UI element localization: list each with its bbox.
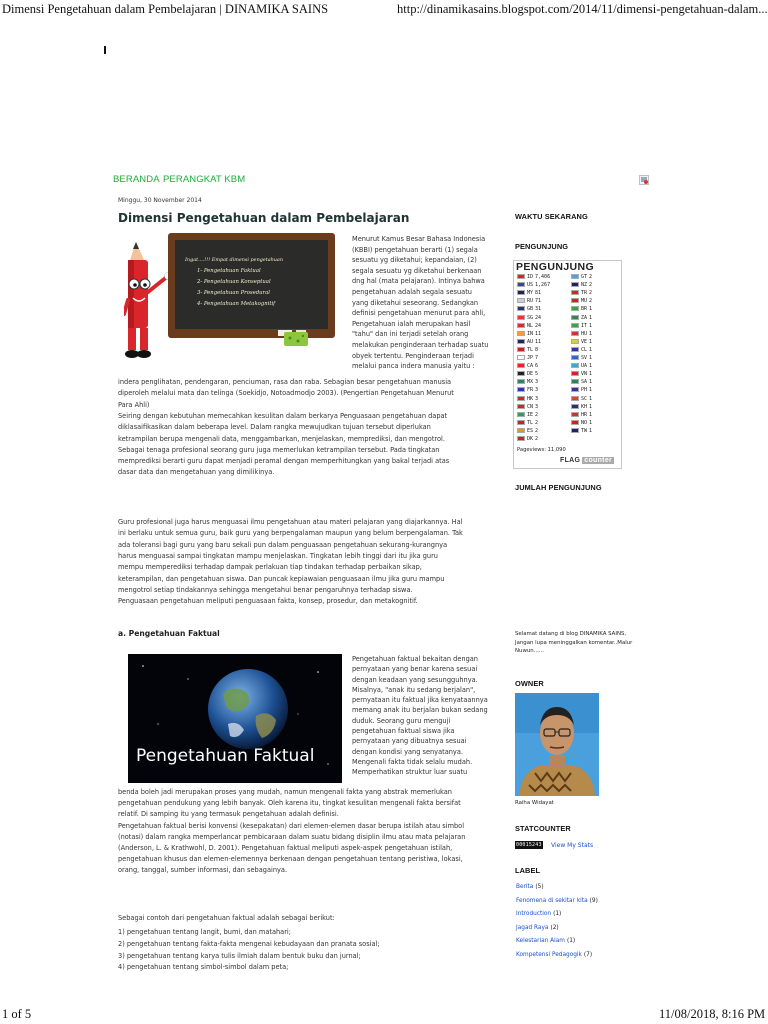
text-line: duduk. Seorang guru menguji: [352, 716, 451, 725]
country-count: 2: [589, 282, 593, 289]
label-link[interactable]: [516, 925, 559, 931]
country-count: 1: [589, 330, 593, 337]
text-line: melalui panca indera manusia yaitu :: [352, 362, 475, 371]
flag-counter-widget[interactable]: [513, 260, 622, 469]
country-code: IT: [581, 322, 588, 329]
country-code: SA: [581, 379, 588, 386]
country-flag-icon: [517, 282, 525, 287]
text-line: Sebagai tenaga profesional seorang guru juga memerlukan ketrampilan tersebut. Pada tingkatan: [118, 445, 440, 454]
flag-counter-title: PENGUNJUNG: [516, 261, 595, 273]
label-count: (1): [553, 911, 562, 917]
flag-row: [571, 282, 592, 289]
text-line: Seiring dengan kebutuhan memecahkan kesulitan dalam berkarya Penguasaan pengetahuan dapat: [118, 411, 448, 420]
text-line: (Anderson, L. & Krathwohl, D. 2001). Pengetahuan faktual meliputi aspek-aspek pengetahuan istilah,: [118, 844, 453, 852]
text-line: 3) pengetahuan tentang karya tulis ilmiah dalam bentuk buku dan jurnal;: [118, 951, 361, 960]
text-line: yang diketahui seseorang. Sedangkan: [352, 298, 479, 307]
country-count: 1: [589, 427, 593, 434]
flag-row: [571, 412, 592, 419]
flag-row: [517, 436, 538, 443]
country-flag-icon: [517, 290, 525, 295]
flag-row: [517, 282, 550, 289]
country-flag-icon: [517, 274, 525, 279]
flag-row: [571, 298, 592, 305]
country-flag-icon: [517, 404, 525, 409]
text-line: Menurut Kamus Besar Bahasa Indonesia: [352, 235, 486, 243]
text-line: "tahu" dan ini terjadi setelah orang: [352, 330, 469, 339]
country-code: ID: [527, 274, 534, 280]
country-code: IE: [527, 411, 534, 418]
country-count: 3: [535, 403, 539, 410]
country-flag-icon: [517, 428, 525, 433]
country-count: 2: [589, 298, 593, 305]
country-code: HR: [581, 411, 588, 418]
country-code: MX: [527, 379, 534, 386]
flag-row: [517, 428, 538, 435]
country-count: 81: [535, 290, 542, 297]
text-line: Misalnya, "anak itu sedang berjalan",: [352, 685, 476, 694]
country-flag-icon: [571, 339, 579, 344]
country-flag-icon: [517, 363, 525, 368]
print-page-title: Dimensi Pengetahuan dalam Pembelajaran | DINAMIKA SAINS: [2, 2, 329, 16]
flag-row: [517, 355, 538, 362]
country-count: 11: [535, 338, 542, 345]
country-code: MY: [527, 290, 534, 297]
label-link[interactable]: [516, 952, 592, 958]
country-count: 1: [589, 346, 593, 353]
flag-row: [571, 428, 592, 435]
flag-row: [571, 274, 592, 281]
country-code: RU: [527, 298, 534, 305]
text-line: Pengetahuan faktual berisi konvensi (kesepakatan) dari elemen-elemen dasar berupa istilah atau simbol: [118, 821, 465, 830]
country-code: DK: [527, 436, 534, 442]
country-count: 5: [535, 371, 539, 378]
flag-row: [517, 347, 538, 354]
flag-row: [517, 387, 538, 394]
sidebar-title-jumlah: JUMLAH PENGUNJUNG: [515, 483, 602, 492]
country-count: 1: [589, 355, 593, 361]
country-count: 6: [535, 363, 539, 370]
print-page-number: 1 of 5: [2, 1007, 32, 1021]
text-line: ketrampilan berupa mengenali data, menggambarkan, menjelaskan, memprediksi, dan mengotrol.: [118, 434, 445, 443]
country-flag-icon: [571, 298, 579, 303]
country-count: 1: [589, 338, 593, 345]
text-line: 2) pengetahuan tentang fakta-fakta mengenai kebudayaan dan pranata sosial;: [118, 939, 380, 948]
country-flag-icon: [571, 274, 579, 279]
text-line: pengetahuan adalah segala sesuatu: [352, 287, 472, 296]
sidebar-title-waktu: WAKTU SEKARANG: [515, 212, 588, 221]
flag-row: [571, 355, 592, 362]
text-line: definisi pengetahuan menurut para ahli,: [352, 309, 486, 318]
text-line: keterampilan, dan pengetahuan siswa. Dan puncak kepiawaian penguasaan ilmu jika guru mampu: [118, 574, 445, 583]
country-flag-icon: [571, 355, 579, 360]
country-flag-icon: [571, 412, 579, 417]
flag-row: [517, 379, 538, 386]
label-link[interactable]: [516, 938, 575, 944]
text-line: ini berlaku untuk semua guru, baik guru yang berpengalaman maupun yang belum berpengalaman. Tak: [118, 529, 463, 538]
country-count: 2: [589, 274, 593, 280]
flag-row: [517, 339, 541, 346]
text-line: indera penglihatan, pendengaran, penciuman, rasa dan raba. Sebagian besar pengetahuan manusia: [118, 378, 452, 386]
country-code: DE: [527, 371, 534, 378]
country-flag-icon: [517, 347, 525, 352]
text-line: 1) pengetahuan tentang langit, bumi, dan matahari;: [118, 928, 291, 936]
country-code: ES: [527, 427, 534, 434]
country-count: 1: [589, 314, 593, 321]
country-count: 1,267: [535, 282, 551, 289]
label-name[interactable]: Berita: [516, 884, 534, 890]
label-name[interactable]: Fenomena di sekitar kita: [516, 897, 588, 904]
label-count: (5): [535, 884, 544, 890]
list-intro: Sebagai contoh dari pengetahuan faktual adalah sebagai berikut:: [118, 914, 335, 922]
section-heading-faktual: a. Pengetahuan Faktual: [118, 629, 220, 638]
print-url: http://dinamikasains.blogspot.com/2014/11/dimensi-pengetahuan-dalam...: [397, 2, 768, 16]
label-link[interactable]: [516, 911, 561, 917]
flag-row: [517, 404, 538, 411]
nav-perangkat-kbm[interactable]: PERANGKAT KBM: [163, 174, 246, 185]
country-flag-icon: [517, 420, 525, 425]
flag-row: [571, 420, 592, 427]
country-code: ZA: [581, 314, 588, 321]
post-title[interactable]: Dimensi Pengetahuan dalam Pembelajaran: [118, 211, 410, 225]
country-flag-icon: [571, 363, 579, 368]
country-code: SV: [581, 355, 588, 361]
country-code: GB: [527, 306, 534, 313]
text-line: pengetahuan pendukung yang lebih banyak. Oleh karena itu, tingkat kesulitan mengenali fakta bersifat: [118, 799, 461, 808]
country-count: 1: [589, 395, 593, 402]
text-line: pernyataan itu faktual jika kenyataannya: [352, 696, 488, 705]
sidebar-title-label: LABEL: [515, 866, 541, 875]
label-name[interactable]: Kelestarian Alam: [516, 938, 565, 944]
country-flag-icon: [517, 387, 525, 392]
country-count: 1: [589, 411, 593, 418]
country-flag-icon: [517, 396, 525, 401]
country-count: 1: [589, 306, 593, 313]
country-code: IN: [527, 330, 534, 337]
country-count: 1: [589, 387, 593, 394]
statcounter-number: 00015243: [516, 842, 542, 848]
chalkboard-illustration: [168, 233, 335, 338]
flag-row: [571, 315, 592, 322]
text-line: relatif. Di samping itu yang termasuk pengetahuan adalah definisi.: [118, 810, 339, 819]
text-line: Guru profesional juga harus menguasai ilmu pengetahuan atau materi pelajaran yang diajarkannya. Hal: [118, 518, 463, 526]
flag-row: [571, 404, 592, 411]
country-flag-icon: [517, 331, 525, 336]
country-code: TL: [527, 346, 534, 353]
label-count: (1): [566, 938, 576, 944]
country-count: 2: [535, 419, 539, 426]
text-line: 4) pengetahuan tentang simbol-simbol dalam peta;: [118, 963, 289, 972]
text-line: melakukan penginderaan terhadap suatu: [352, 340, 489, 349]
board-heading: Ingat....!!! Empat dimensi pengetahuan: [185, 257, 283, 263]
text-line: dasar data dan mengetahuan yang dimilikinya.: [118, 468, 275, 477]
text-line: diklasaifikasikan dalam beberapa level. Dalam rangka mewujudkan tujuan tersebut diperlukan: [118, 423, 431, 432]
country-code: HU: [581, 330, 588, 337]
country-code: HK: [527, 395, 534, 402]
text-line: Mengenali fakta tidak selalu mudah.: [352, 757, 473, 766]
country-code: VN: [581, 371, 588, 378]
flag-row: [571, 331, 592, 338]
country-count: 8: [535, 346, 539, 353]
country-code: NL: [527, 322, 534, 329]
country-count: 1: [589, 419, 593, 426]
country-code: MU: [581, 298, 588, 305]
country-code: KH: [581, 403, 588, 410]
country-flag-icon: [571, 290, 579, 295]
flag-row: [571, 371, 592, 378]
country-count: 24: [535, 322, 542, 329]
sidebar-title-statcounter: STATCOUNTER: [515, 824, 571, 833]
country-count: 3: [535, 379, 539, 386]
country-count: 1: [589, 371, 593, 378]
country-flag-icon: [517, 436, 525, 441]
country-flag-icon: [571, 347, 579, 352]
sponge-eraser-icon: [282, 330, 310, 348]
board-item: 2- Pengetahuan Konseptual: [197, 279, 271, 285]
country-code: TL: [527, 419, 534, 426]
broken-image-icon: [639, 175, 649, 185]
country-flag-icon: [571, 315, 579, 320]
country-code: US: [527, 282, 534, 289]
view-my-stats-link[interactable]: View My Stats: [551, 842, 594, 849]
flag-row: [571, 323, 592, 330]
flag-row: [571, 379, 592, 386]
sidebar-title-pengunjung: PENGUNJUNG: [515, 242, 569, 251]
text-line: Pengetahuan faktual bekaitan dengan: [352, 655, 478, 663]
post-date: Minggu, 30 November 2014: [118, 197, 202, 204]
flag-counter-brand: FLAG counter: [560, 457, 613, 464]
country-flag-icon: [571, 428, 579, 433]
flag-row: [517, 420, 538, 427]
text-line: sesuatu yg diketahui; kepandaian, (2): [352, 256, 477, 265]
country-flag-icon: [517, 298, 525, 303]
country-flag-icon: [571, 306, 579, 311]
text-line: mengotrol setiap tindakannya sehingga mengetahui benar pengaruhnya terhadap siswa.: [118, 585, 413, 594]
country-count: 11: [535, 330, 542, 337]
nav-beranda[interactable]: BERANDA: [113, 174, 160, 185]
country-flag-icon: [517, 412, 525, 417]
text-line: Pengetahuan ialah merupakan hasil: [352, 319, 471, 328]
country-count: 1: [589, 403, 593, 410]
label-count: (9): [589, 897, 598, 904]
flag-row: [571, 339, 592, 346]
flag-row: [517, 323, 541, 330]
country-flag-icon: [571, 282, 579, 287]
text-line: orang, tanggal, sumber informasi, dan sebagainya.: [118, 866, 288, 875]
country-code: SG: [527, 314, 534, 321]
country-code: FR: [527, 387, 534, 394]
country-count: 2: [589, 290, 593, 297]
country-flag-icon: [571, 323, 579, 328]
text-line: pengetahuan khusus dan elemen-elemennya berkenaan dengan pengetahuan tentang peristiwa, lokasi,: [118, 855, 463, 864]
country-code: TW: [581, 427, 588, 434]
flag-row: [517, 290, 541, 297]
text-line: pernyataan yang benar karena sesuai: [352, 665, 478, 674]
label-count: (2): [550, 924, 559, 931]
country-flag-icon: [517, 339, 525, 344]
country-code: NZ: [581, 282, 588, 289]
board-item: 1- Pengetahuan Faktual: [197, 268, 261, 274]
text-line: diperoleh melalui mata dan telinga (Soekidjo, Notoadmodjo 2003). (Pengertian Pengetahuan Menurut: [118, 389, 454, 398]
country-count: 1: [589, 379, 593, 386]
country-count: 2: [535, 411, 539, 418]
country-flag-icon: [571, 404, 579, 409]
earth-image: [128, 654, 342, 783]
text-line: Memperhatikan struktur luar suatu: [352, 768, 468, 777]
country-code: CA: [527, 363, 534, 370]
welcome-text: Selamat datang di blog DINAMIKA SAINS, Jangan lupa meninggalkan komentar..Malur Nuwun......: [515, 631, 633, 654]
country-count: 71: [535, 298, 542, 305]
label-name[interactable]: Kompetensi Pedagogik: [516, 951, 582, 958]
flag-row: [517, 315, 541, 322]
country-flag-icon: [517, 379, 525, 384]
country-flag-icon: [517, 306, 525, 311]
text-line: Penguasaan pengetahuan meliputi penguasaan fakta, konsep, prosedur, dan metakognitif.: [118, 597, 418, 606]
pencil-mascot-icon: [124, 242, 172, 362]
country-code: GT: [581, 274, 588, 280]
text-line: dng hal (mata pelajaran). Intinya bahwa: [352, 277, 485, 286]
country-code: BR: [581, 306, 588, 313]
owner-name: Raiha Widayat: [515, 800, 554, 806]
text-line: memang anak itu berjalan bukan sedang: [352, 706, 488, 715]
country-code: SC: [581, 395, 588, 402]
flag-row: [517, 412, 538, 419]
text-line: benda boleh jadi merupakan proses yang mudah, namun mengenali fakta yang abstrak memerlukan: [118, 788, 452, 796]
country-code: JP: [527, 355, 534, 361]
flag-row: [517, 396, 538, 403]
text-line: (KBBI) pengetahuan berarti (1) segala: [352, 245, 478, 254]
text-line: (notasi) dalam rangka memperlancar pembicaraan dalam suatu bidang disiplin ilmu atau mata pelajaran: [118, 832, 466, 841]
text-line: dengan keadaan yang sesungguhnya.: [352, 675, 478, 684]
country-count: 7,406: [535, 274, 551, 280]
text-line: pengetahuan faktual siswa jika: [352, 727, 455, 736]
flag-row: [571, 306, 592, 313]
country-count: 1: [589, 363, 593, 370]
label-name[interactable]: Introduction: [516, 911, 552, 917]
text-line: harus menguasai sampai tingkatan mampu menjelaskan. Tingkatan lebih tinggi dari itu jika guru: [118, 551, 438, 560]
country-code: PH: [581, 387, 588, 394]
flag-row: [571, 363, 592, 370]
image-caption: Pengetahuan Faktual: [136, 746, 315, 766]
flag-row: [571, 396, 592, 403]
text-line: segala sesuatu yg diketahui berkenaan: [352, 266, 482, 275]
text-line: mempu memperediksi terhadap dampak perlakuan tiap tindakan terhadap perbaikan sikap,: [118, 563, 422, 572]
country-code: TR: [581, 290, 588, 297]
text-cursor-mark: [104, 46, 106, 54]
flag-row: [517, 363, 538, 370]
text-line: Para Ahli): [118, 400, 150, 409]
country-flag-icon: [517, 315, 525, 320]
flag-row: [571, 290, 592, 297]
flag-row: [517, 298, 541, 305]
text-line: pernyataan yang dibuatnya sesuai: [352, 737, 467, 746]
country-count: 3: [535, 387, 539, 394]
flag-row: [517, 371, 538, 378]
owner-photo: [515, 693, 599, 796]
sidebar-title-owner: OWNER: [515, 679, 544, 688]
country-flag-icon: [571, 396, 579, 401]
country-flag-icon: [517, 355, 525, 360]
country-flag-icon: [571, 371, 579, 376]
text-line: obyek tertentu. Penginderaan terjadi: [352, 351, 474, 360]
country-code: VE: [581, 338, 588, 345]
country-code: AU: [527, 338, 534, 345]
country-count: 7: [535, 355, 539, 361]
country-count: 31: [535, 306, 542, 313]
country-count: 3: [535, 395, 539, 402]
text-line: dengan kondisi yang senyatanya.: [352, 747, 463, 756]
label-link[interactable]: [516, 884, 544, 890]
flag-row: [571, 387, 592, 394]
label-link[interactable]: [516, 898, 598, 904]
label-name[interactable]: Jagad Raya: [516, 924, 549, 931]
flag-row: [517, 306, 541, 313]
country-count: 2: [535, 436, 539, 442]
flag-row: [571, 347, 592, 354]
label-count: (7): [583, 951, 593, 958]
country-flag-icon: [571, 379, 579, 384]
country-count: 2: [535, 427, 539, 434]
country-flag-icon: [571, 420, 579, 425]
country-flag-icon: [571, 331, 579, 336]
text-line: memprediksi berarti guru dapat menjadi peramal dengan memperhitungkan yang bakal terjadi atas: [118, 457, 450, 466]
flag-row: [517, 331, 541, 338]
country-flag-icon: [517, 323, 525, 328]
faktual-paragraph: [352, 654, 504, 778]
country-code: CL: [581, 346, 588, 353]
board-item: 4- Pengetahuan Metakognitif: [197, 301, 276, 307]
country-code: NO: [581, 419, 588, 426]
country-count: 1: [589, 322, 593, 329]
country-code: UA: [581, 363, 588, 370]
text-line: ada toleransi bagi guru yang baru sekali pun dalam penguasaan pengetahuan sekurang-kurangnya: [118, 540, 448, 549]
intro-paragraph: [352, 234, 504, 372]
country-flag-icon: [517, 371, 525, 376]
flag-row: [517, 274, 550, 281]
country-flag-icon: [571, 387, 579, 392]
print-datetime: 11/08/2018, 8:16 PM: [659, 1007, 766, 1021]
country-code: CN: [527, 403, 534, 410]
board-item: 3- Pengetahuan Prosedural: [197, 290, 270, 296]
pageviews: Pageviews: 11,090: [517, 447, 566, 453]
country-count: 24: [535, 314, 542, 321]
